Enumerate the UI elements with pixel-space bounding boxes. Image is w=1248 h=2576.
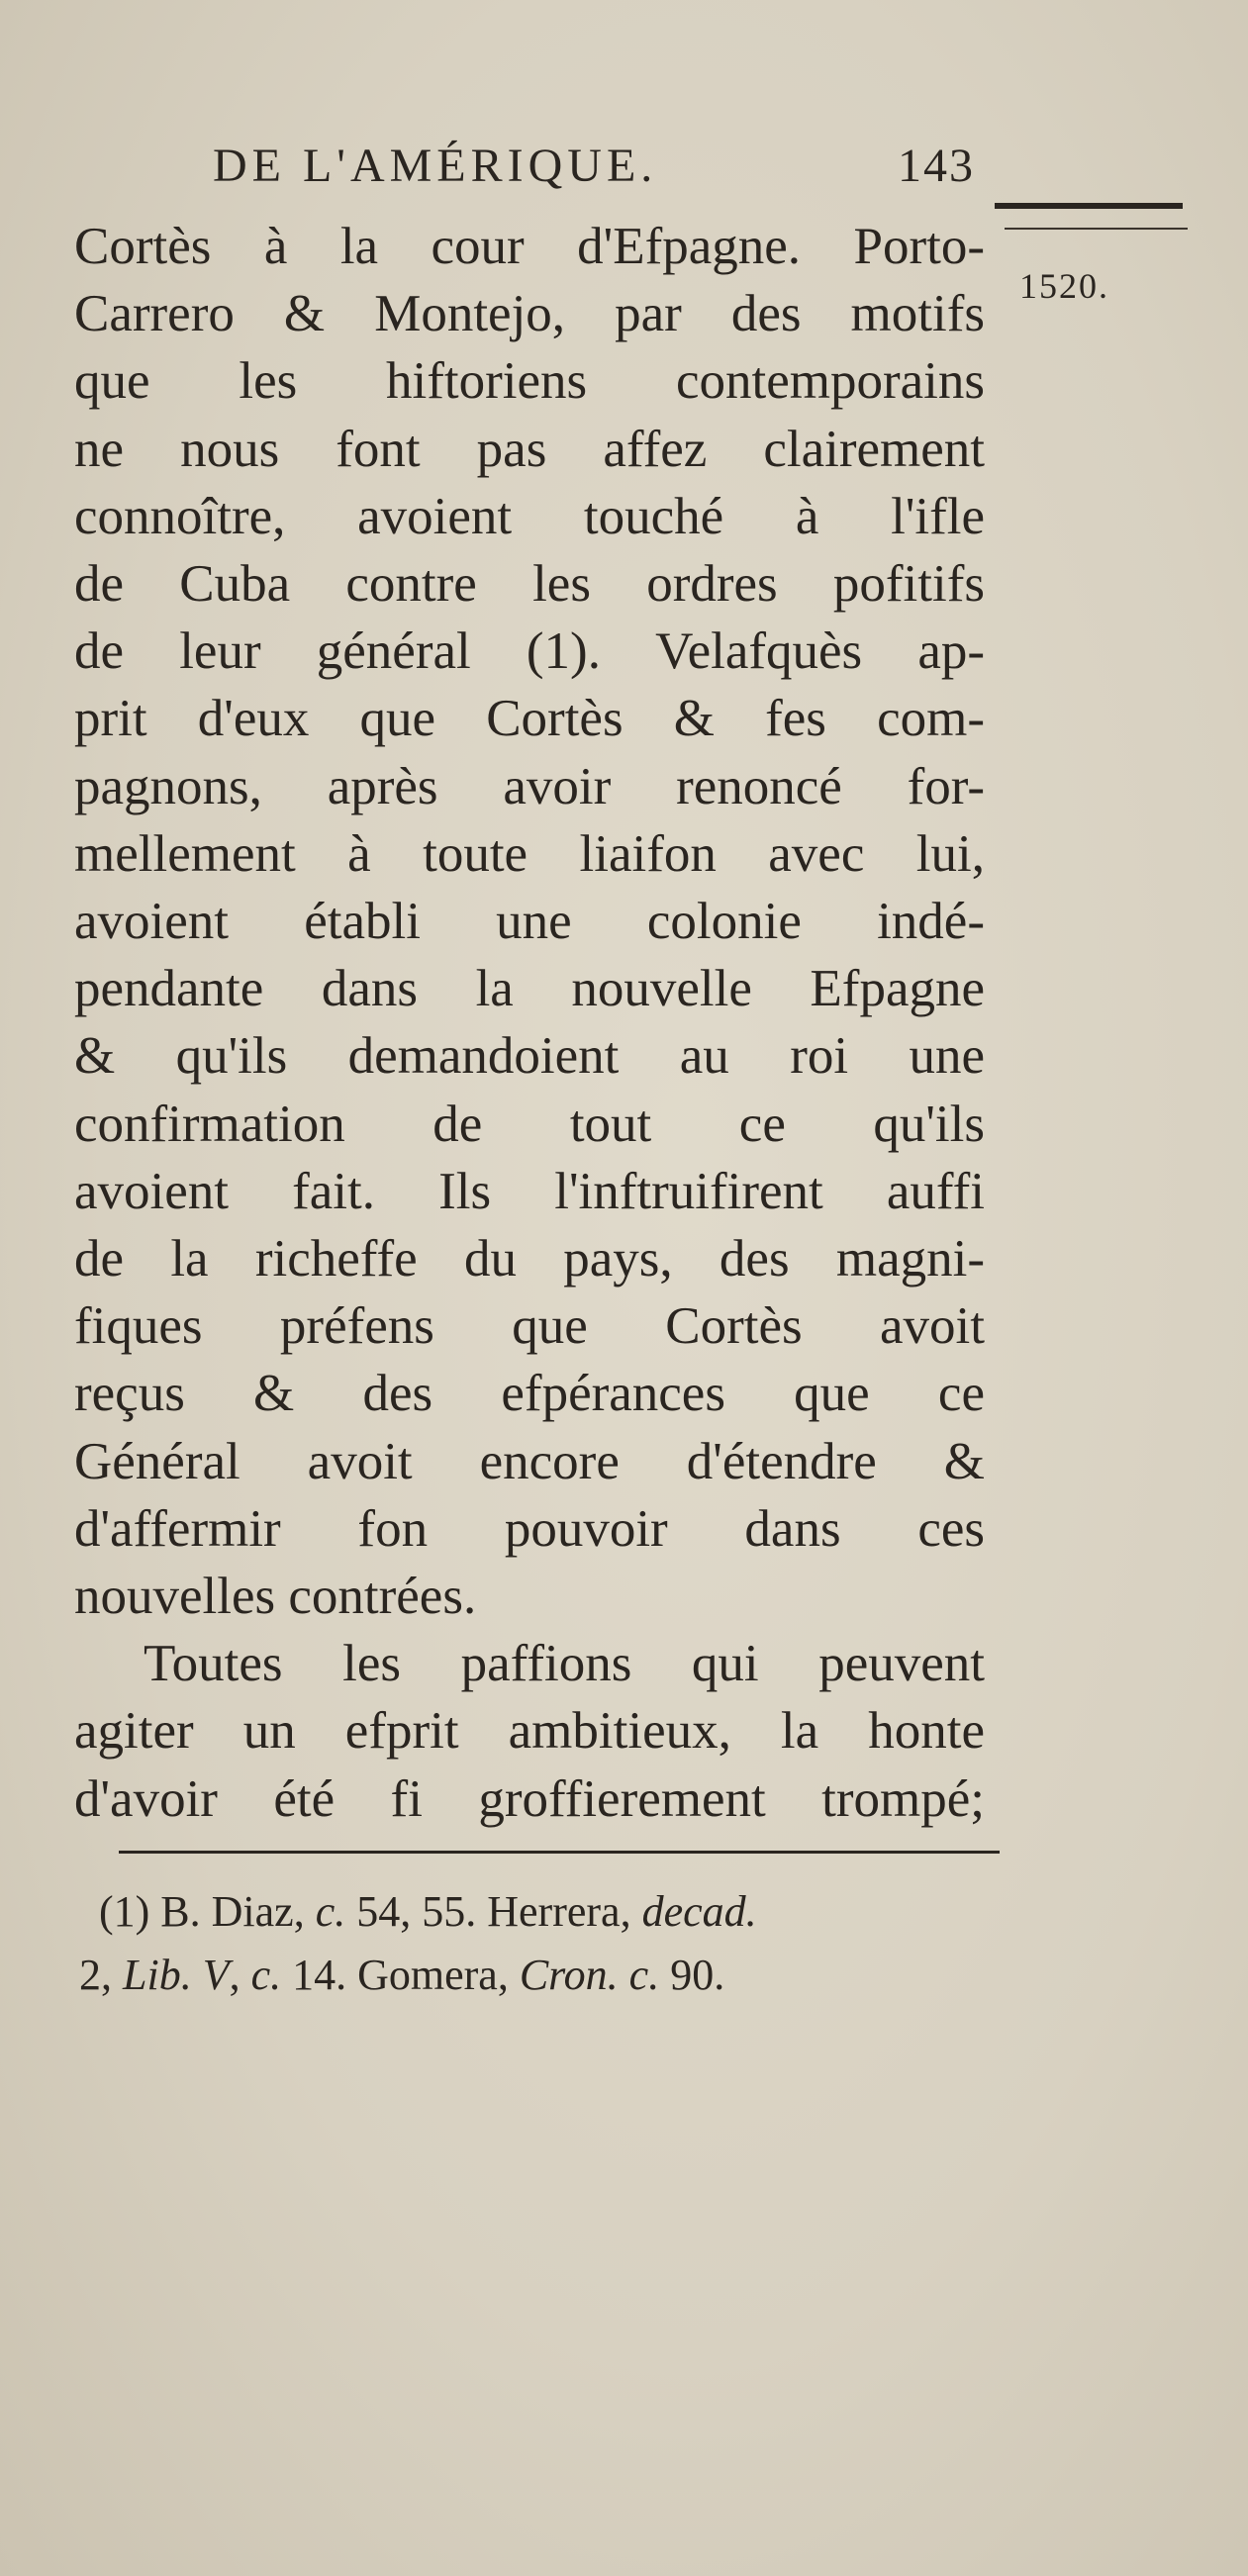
margin-rule-thin (1005, 228, 1188, 230)
text-line: pagnons, après avoir renoncé for- (74, 757, 985, 815)
text-line: Général avoit encore d'étendre & (74, 1432, 985, 1490)
running-header (213, 139, 975, 208)
footnote-rule (119, 1851, 1000, 1854)
text-line: que les hiftoriens contemporains (74, 352, 985, 411)
text-line: agiter un efprit ambitieux, la honte (74, 1702, 985, 1761)
footnote-line: (1) B. Diaz, c. 54, 55. Herrera, decad. (99, 1887, 757, 1936)
text-line: pendante dans la nouvelle Efpagne (74, 960, 985, 1018)
text-line: Carrero & Montejo, par des motifs (74, 285, 985, 343)
running-title: DE L'AMÉRIQUE. (213, 140, 658, 192)
footnote (79, 1880, 1000, 2007)
text-line: nouvelles contrées. (74, 1568, 477, 1626)
text-line: reçus & des efpérances que ce (74, 1365, 985, 1423)
text-line: & qu'ils demandoient au roi une (74, 1027, 985, 1086)
text-line: fiques préfens que Cortès avoit (74, 1297, 985, 1356)
text-line: de leur général (1). Velafquès ap- (74, 622, 985, 681)
text-line: confirmation de tout ce qu'ils (74, 1095, 985, 1153)
page-number: 143 (898, 140, 975, 192)
text-line: mellement à toute liaifon avec lui, (74, 824, 985, 883)
footnote-line: 2, Lib. V, c. 14. Gomera, Cron. c. 90. (79, 1951, 725, 1999)
text-line: de Cuba contre les ordres pofitifs (74, 555, 985, 614)
text-line: de la richeffe du pays, des magni- (74, 1230, 985, 1288)
text-line: ne nous font pas affez clairement (74, 420, 985, 478)
text-line: Toutes les paffions qui peuvent (144, 1635, 985, 1693)
text-line: connoître, avoient touché à l'ifle (74, 487, 985, 545)
margin-rule (995, 203, 1183, 209)
text-line: prit d'eux que Cortès & fes com- (74, 690, 985, 748)
body-text (74, 213, 985, 1833)
text-line: d'affermir fon pouvoir dans ces (74, 1499, 985, 1558)
margin-year: 1520. (1019, 266, 1109, 306)
text-line: Cortès à la cour d'Efpagne. Porto- (74, 218, 985, 275)
text-line: avoient fait. Ils l'inftruifirent auffi (74, 1162, 985, 1220)
text-line: d'avoir été fi groffierement trompé; (74, 1769, 985, 1828)
text-line: avoient établi une colonie indé- (74, 893, 985, 951)
